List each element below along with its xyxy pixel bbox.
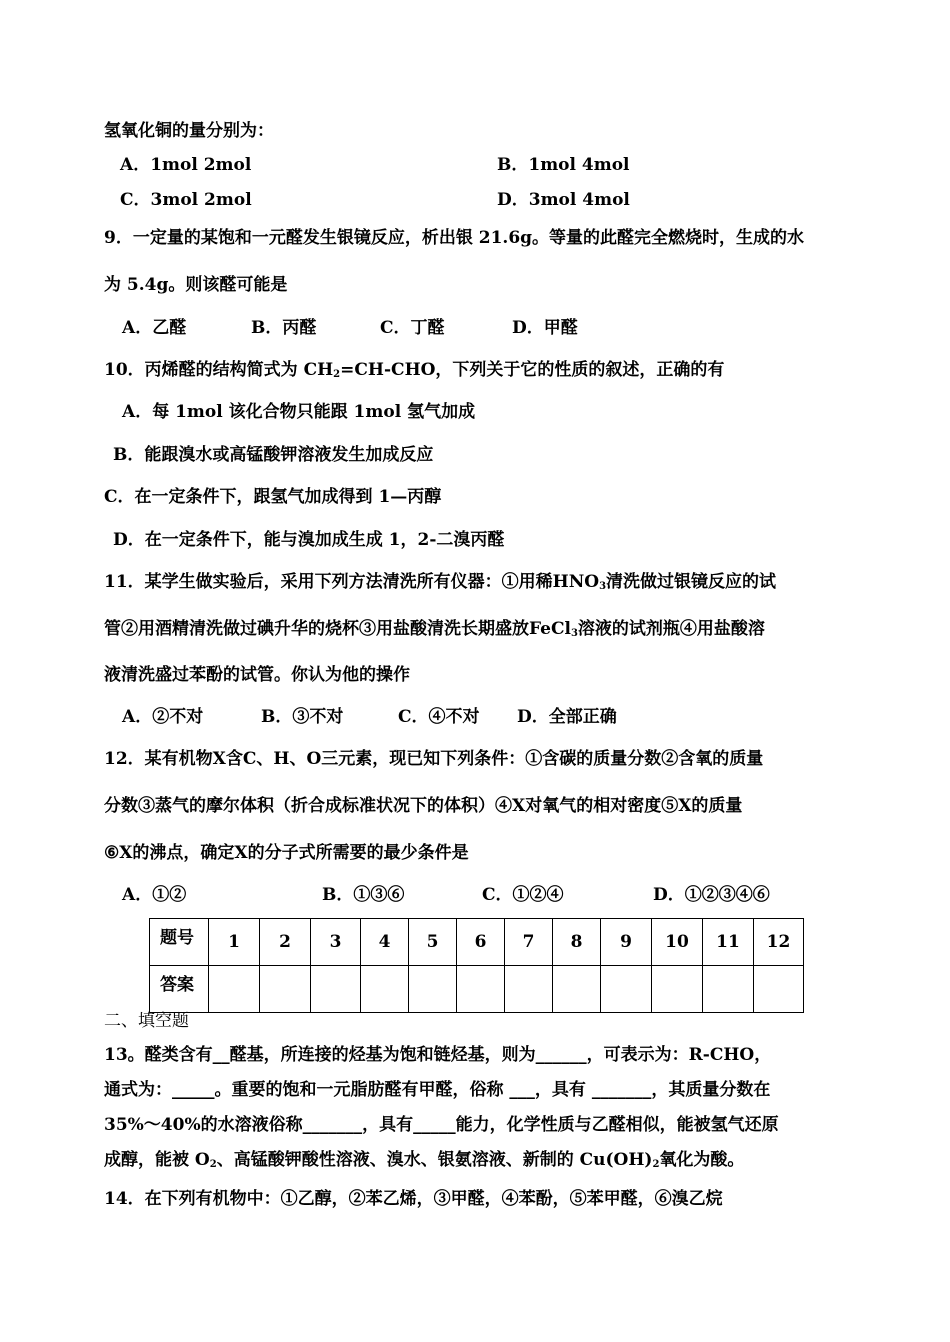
q9-stem-line2: 为 5.4g。则该醛可能是 (104, 275, 288, 295)
q10-option-a: A．每 1mol 该化合物只能跟 1mol 氢气加成 (122, 402, 476, 422)
answer-table-answer-label: 答案 (150, 966, 209, 1013)
q11-stem-line1 (104, 567, 776, 592)
answer-blank-cell[interactable] (311, 966, 361, 1013)
q8-option-b: B．1mol 4mol (497, 155, 630, 175)
q11-stem-line2 (104, 614, 765, 639)
answer-table-number-cell: 10 (652, 919, 703, 966)
answer-blank-cell[interactable] (553, 966, 601, 1013)
answer-table-number-cell: 7 (505, 919, 553, 966)
q9-option-d: D．甲醛 (512, 318, 578, 338)
answer-blank-cell[interactable] (260, 966, 311, 1013)
q12-stem-line3: ⑥X的沸点，确定X的分子式所需要的最少条件是 (104, 843, 469, 863)
answer-table-answer-row (150, 966, 804, 1013)
answer-table-number-cell: 5 (409, 919, 457, 966)
q11-line2-text: 管②用酒精清洗做过碘升华的烧杯③用盐酸清洗长期盛放FeCl (104, 619, 571, 639)
answer-table-number-cell: 1 (209, 919, 260, 966)
q8-option-d: D．3mol 4mol (497, 190, 630, 210)
q11-option-c: C．④不对 (398, 707, 480, 727)
q11-line1-text: 11．某学生做实验后，采用下列方法清洗所有仪器：①用稀HNO (104, 572, 600, 592)
q10-stem-prefix: 10．丙烯醛的结构简式为 CH (104, 360, 334, 380)
q11-line2-text-end: 溶液的试剂瓶④用盐酸溶 (577, 619, 765, 639)
answer-blank-cell[interactable] (652, 966, 703, 1013)
q12-option-b: B．①③⑥ (322, 885, 405, 905)
q10-option-b: B．能跟溴水或高锰酸钾溶液发生加成反应 (113, 445, 434, 465)
answer-blank-cell[interactable] (754, 966, 804, 1013)
answer-blank-cell[interactable] (409, 966, 457, 1013)
q12-stem-line1: 12．某有机物X含C、H、O三元素，现已知下列条件：①含碳的质量分数②含氧的质量 (104, 749, 764, 769)
q10-stem-suffix: =CH-CHO，下列关于它的性质的叙述，正确的有 (340, 360, 725, 380)
q13-line4-text-end: 氧化为酸。 (659, 1150, 745, 1170)
q12-option-c: C．①②④ (482, 885, 564, 905)
q13-line4-text: 成醇，能被 O (104, 1150, 210, 1170)
q13-line3: 35%～40%的水溶液俗称_______，具有_____能力，化学性质与乙醛相似，能被氢气还原 (104, 1115, 779, 1135)
answer-blank-cell[interactable] (457, 966, 505, 1013)
q14-line1: 14．在下列有机物中：①乙醇，②苯乙烯，③甲醛，④苯酚，⑤苯甲醛，⑥溴乙烷 (104, 1189, 723, 1209)
answer-table-number-cell: 9 (601, 919, 652, 966)
q10-option-d: D．在一定条件下，能与溴加成生成 1，2-二溴丙醛 (113, 530, 505, 550)
q10-stem-subscript: 2 (333, 369, 341, 380)
q13-line2: 通式为：_____。重要的饱和一元脂肪醛有甲醛，俗称 ___，具有 _______，其质量分数在 (104, 1080, 771, 1100)
q13-line4-subscript: 2 (209, 1159, 217, 1170)
q8-option-a: A．1mol 2mol (120, 155, 252, 175)
answer-blank-cell[interactable] (703, 966, 754, 1013)
answer-blank-cell[interactable] (361, 966, 409, 1013)
q13-line4 (104, 1145, 744, 1170)
answer-table-number-cell: 6 (457, 919, 505, 966)
q11-line1-text-end: 清洗做过银镜反应的试 (606, 572, 777, 592)
q11-line2-subscript: 3 (570, 628, 578, 639)
q12-option-a: A．①② (122, 885, 187, 905)
q13-line4-subscript: 2 (652, 1159, 660, 1170)
answer-table (149, 918, 804, 1013)
section-heading: 二、填空题 (104, 1011, 189, 1031)
q9-stem-line1: 9．一定量的某饱和一元醛发生银镜反应，析出银 21.6g。等量的此醛完全燃烧时，生成的水 (104, 228, 805, 248)
answer-table-number-cell: 11 (703, 919, 754, 966)
answer-table-number-cell: 4 (361, 919, 409, 966)
answer-table-number-label: 题号 (150, 919, 209, 966)
q10-option-c: C．在一定条件下，跟氢气加成得到 1—丙醇 (104, 487, 442, 507)
q9-option-b: B．丙醛 (251, 318, 317, 338)
answer-blank-cell[interactable] (209, 966, 260, 1013)
answer-blank-cell[interactable] (505, 966, 553, 1013)
q13-line1: 13。醛类含有__醛基，所连接的烃基为饱和链烃基，则为______，可表示为：R-CHO， (104, 1045, 772, 1065)
q12-stem-line2: 分数③蒸气的摩尔体积（折合成标准状况下的体积）④X对氧气的相对密度⑤X的质量 (104, 796, 743, 816)
q13-line4-text-mid: 、高锰酸钾酸性溶液、溴水、银氨溶液、新制的 Cu(OH) (216, 1150, 653, 1170)
answer-blank-cell[interactable] (601, 966, 652, 1013)
q11-option-b: B．③不对 (261, 707, 344, 727)
answer-table-number-cell: 2 (260, 919, 311, 966)
q12-option-d: D．①②③④⑥ (653, 885, 770, 905)
q11-option-a: A．②不对 (122, 707, 204, 727)
answer-table-number-cell: 12 (754, 919, 804, 966)
q9-option-a: A．乙醛 (122, 318, 187, 338)
answer-table-number-cell: 8 (553, 919, 601, 966)
answer-table-number-row (150, 919, 804, 966)
q11-option-d: D．全部正确 (517, 707, 617, 727)
q10-stem (104, 355, 724, 380)
q11-stem-line3: 液清洗盛过苯酚的试管。你认为他的操作 (104, 665, 410, 685)
q8-stem-tail: 氢氧化铜的量分别为： (104, 121, 274, 141)
q8-option-c: C．3mol 2mol (120, 190, 252, 210)
q9-option-c: C．丁醛 (380, 318, 445, 338)
q11-line1-subscript: 3 (599, 581, 607, 592)
answer-table-number-cell: 3 (311, 919, 361, 966)
